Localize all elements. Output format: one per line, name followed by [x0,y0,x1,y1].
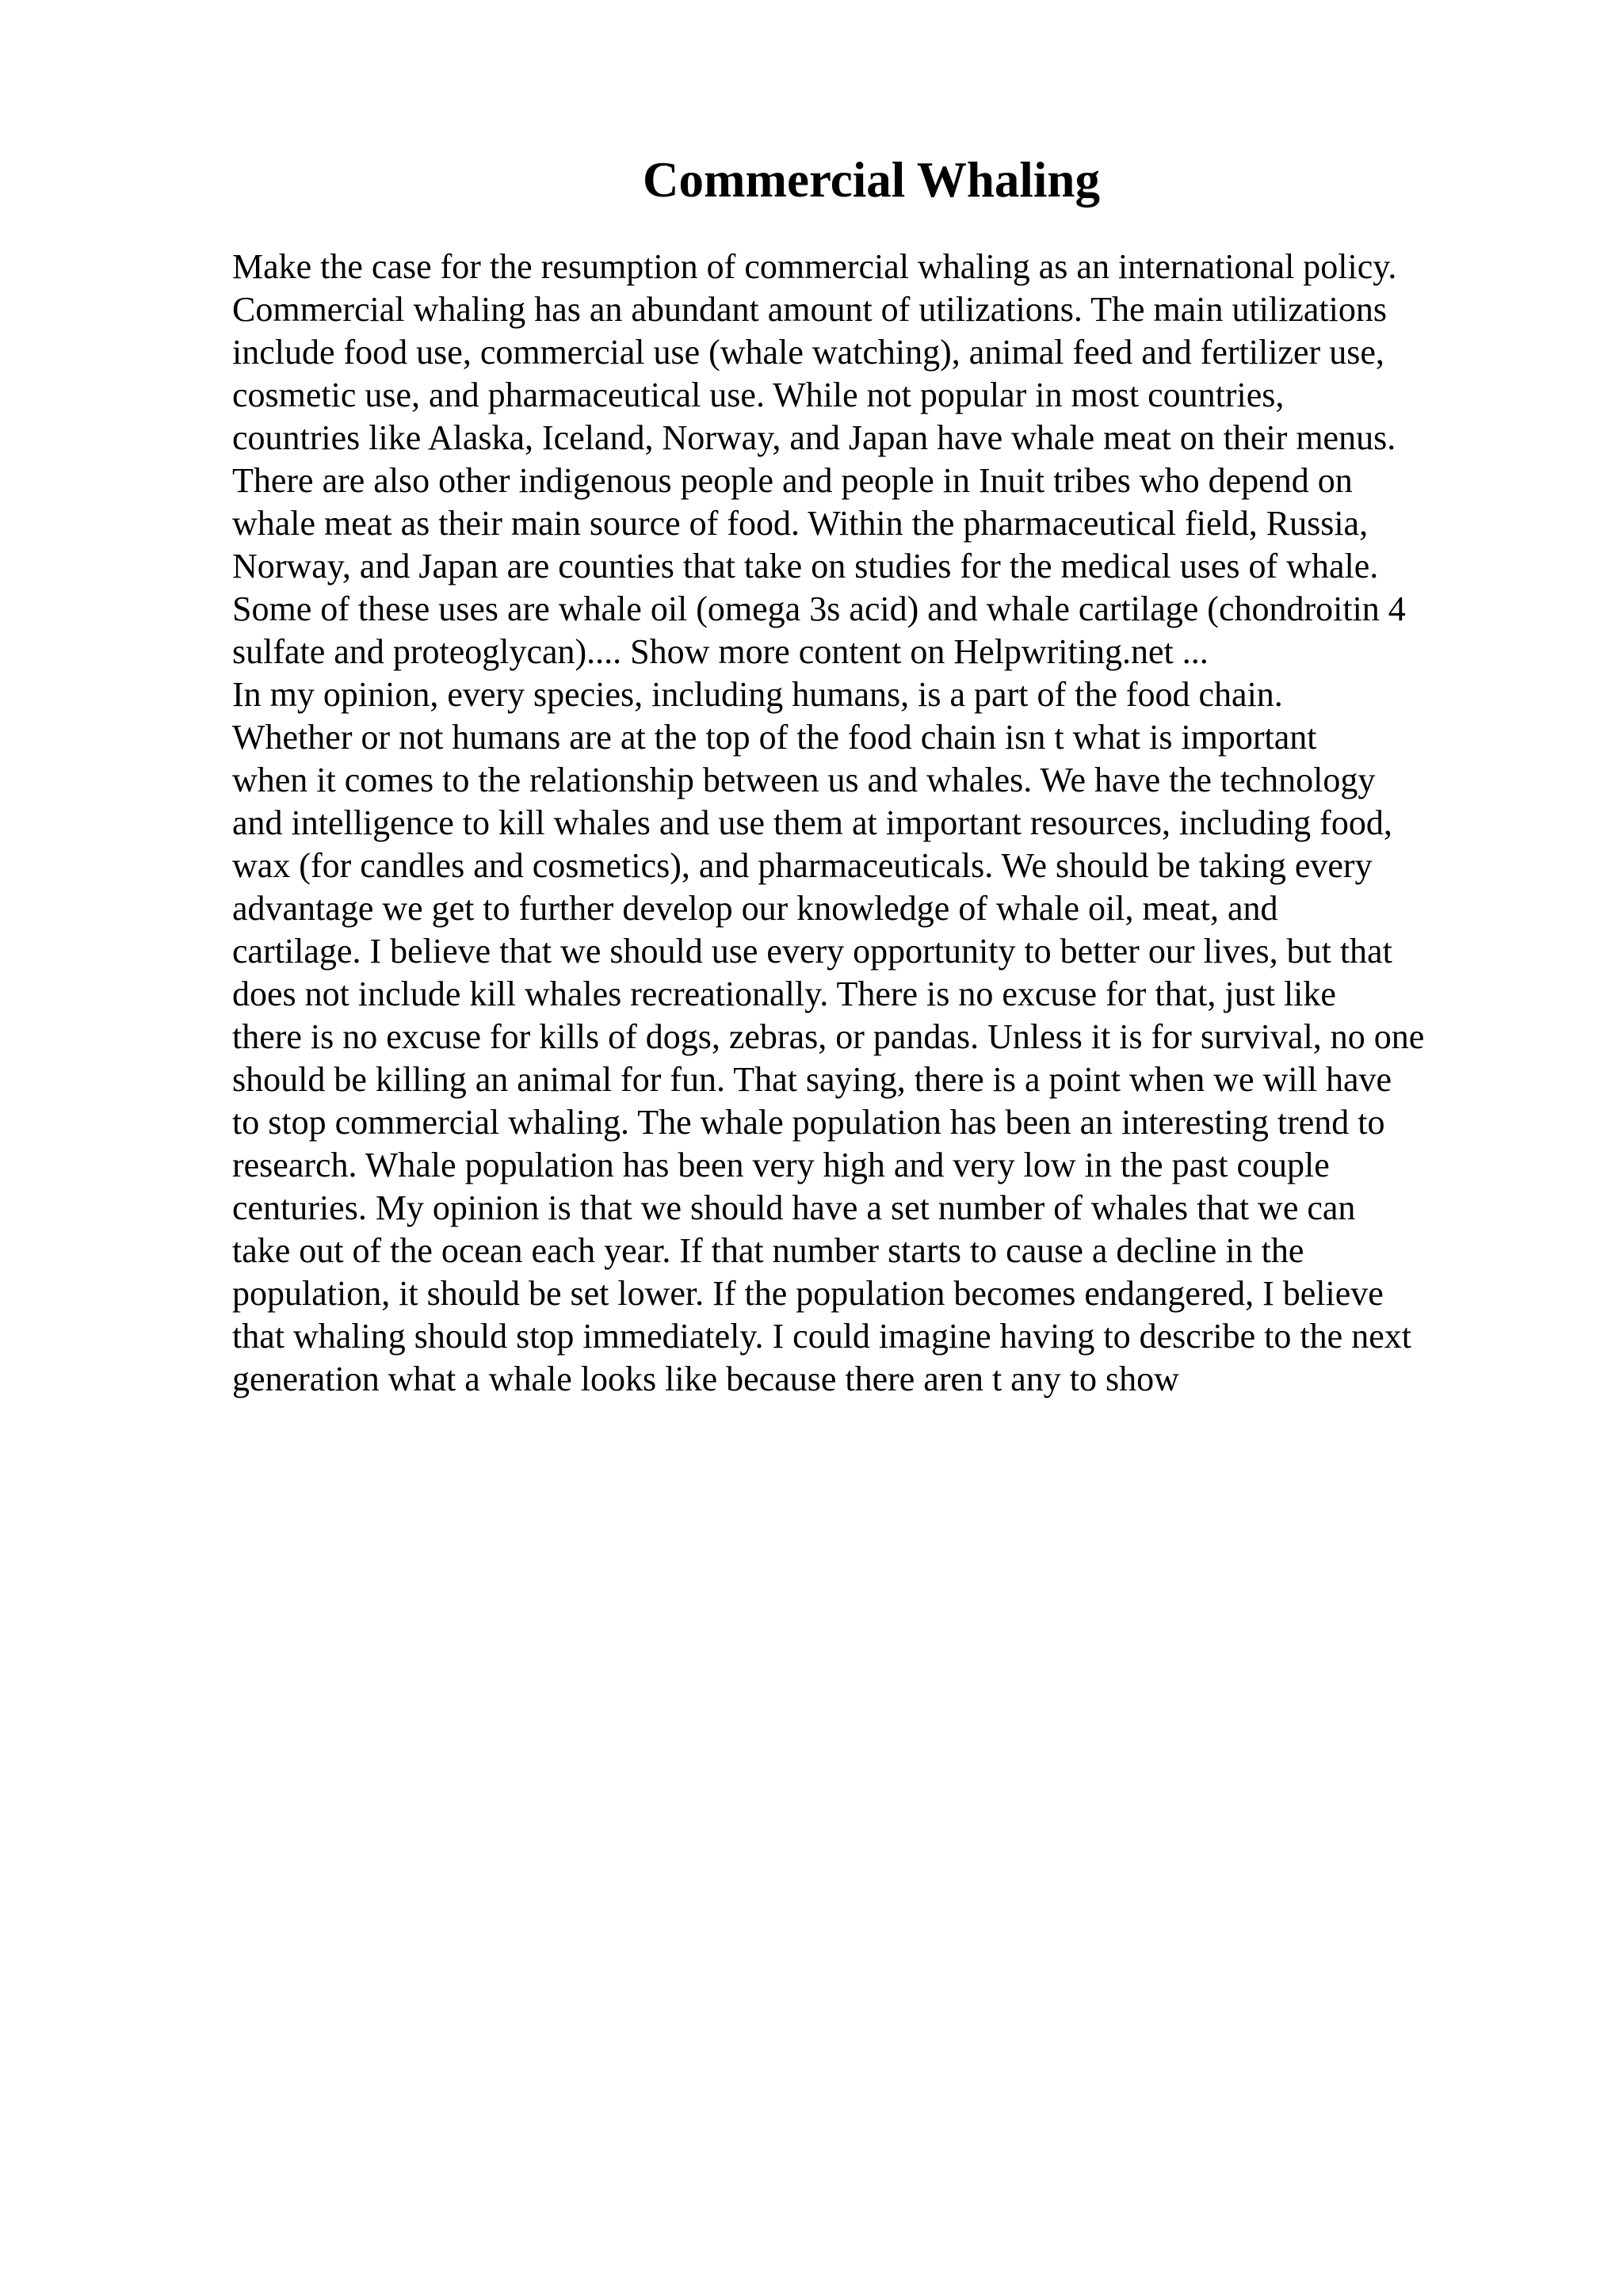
body-line: there is no excuse for kills of dogs, zebras, or pandas. Unless it is for survival, no one [232,1017,1425,1056]
body-line: countries like Alaska, Iceland, Norway, and Japan have whale meat on their menus. [232,418,1396,457]
body-line: generation what a whale looks like because there aren t any to show [232,1360,1179,1398]
body-line: population, it should be set lower. If the population becomes endangered, I believe [232,1274,1384,1313]
body-line: take out of the ocean each year. If that number starts to cause a decline in the [232,1231,1304,1270]
body-line: Some of these uses are whale oil (omega 3s acid) and whale cartilage (chondroitin 4 [232,589,1406,628]
document-title: Commercial Whaling [643,152,1100,208]
body-line: cosmetic use, and pharmaceutical use. While not popular in most countries, [232,376,1285,414]
body-line: include food use, commercial use (whale watching), animal feed and fertilizer use, [232,333,1384,372]
body-line: There are also other indigenous people and people in Inuit tribes who depend on [232,461,1353,500]
body-line: wax (for candles and cosmetics), and pharmaceuticals. We should be taking every [232,846,1373,885]
document-body [232,246,1540,1401]
body-line: Make the case for the resumption of commercial whaling as an international policy. [232,247,1397,286]
body-line: Commercial whaling has an abundant amount of utilizations. The main utilizations [232,290,1387,329]
body-line: research. Whale population has been very high and very low in the past couple [232,1146,1330,1184]
body-line: cartilage. I believe that we should use every opportunity to better our lives, but that [232,932,1392,971]
body-line: Whether or not humans are at the top of the food chain isn t what is important [232,718,1317,757]
body-line: whale meat as their main source of food. Within the pharmaceutical field, Russia, [232,504,1369,543]
body-line: Norway, and Japan are counties that take on studies for the medical uses of whale. [232,547,1379,585]
body-line: sulfate and proteoglycan).... Show more content on Helpwriting.net ... [232,632,1209,671]
body-line: when it comes to the relationship between us and whales. We have the technology [232,761,1376,799]
body-line: and intelligence to kill whales and use them at important resources, including food, [232,803,1392,842]
body-line: centuries. My opinion is that we should have a set number of whales that we can [232,1188,1356,1227]
body-line: does not include kill whales recreationally. There is no excuse for that, just like [232,974,1336,1013]
body-line: to stop commercial whaling. The whale population has been an interesting trend to [232,1103,1385,1142]
body-line: advantage we get to further develop our knowledge of whale oil, meat, and [232,889,1278,928]
body-line: In my opinion, every species, including humans, is a part of the food chain. [232,675,1283,714]
body-line: should be killing an animal for fun. That saying, there is a point when we will have [232,1060,1392,1099]
body-line: that whaling should stop immediately. I could imagine having to describe to the next [232,1317,1411,1356]
